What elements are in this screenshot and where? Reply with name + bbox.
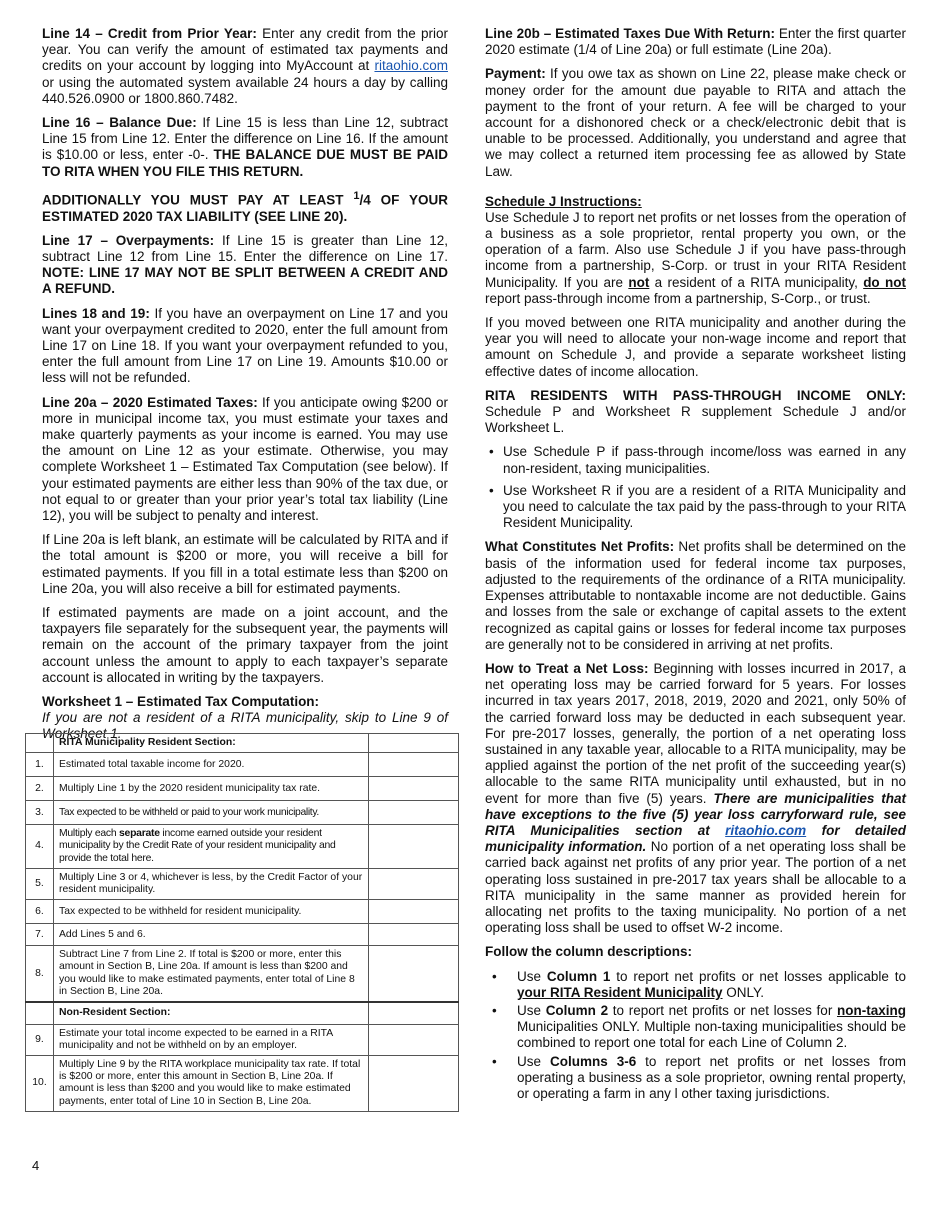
column-bullets: [485, 969, 906, 1103]
table-row: 6. Tax expected to be withheld for resident municipality.: [26, 900, 459, 924]
nonresident-section-header: Non-Resident Section:: [54, 1002, 369, 1024]
line17-paragraph: Line 17 – Overpayments: If Line 15 is greater than Line 12, subtract Line 12 from Line 15. Enter the difference on Line 17. NOTE: LINE 17 MAY NOT BE SPLIT BETWEEN A CREDIT AND A REFUND.: [42, 232, 448, 297]
amount-cell[interactable]: [369, 753, 459, 777]
list-item: • Use Column 1 to report net profits or net losses applicable to your RITA Resident Municipality ONLY.: [485, 969, 906, 1001]
line20a-paragraph: Line 20a – 2020 Estimated Taxes: If you anticipate owing $200 or more in municipal income tax, you must estimate your taxes and make quarterly payments as your income is earned. You may use the amount on Line 12 as your estimate. Otherwise, you may complete Worksheet 1 – Estimated Tax Computation (see below). If your estimated payments are either less than 90% of the tax due, or not equal to or greater than your prior year’s total tax liability (Line 12), you will be subject to penalty and interest.: [42, 394, 448, 523]
table-row: 4. Multiply each separate income earned outside your resident municipality by the Credit Rate of your resident municipality and provide the total here.: [26, 825, 459, 869]
table-row: 8. Subtract Line 7 from Line 2. If total is $200 or more, enter this amount in Section B, Line 20a. If amount is less than $200 and you would like to make estimated payments, enter total of Line 8 in Section B, Line 20a.: [26, 946, 459, 1002]
list-item: • Use Columns 3-6 to report net profits or net losses from operating a business as a sole proprietor, owning rental property, or operating a farm in any l other taxing jurisdictions.: [485, 1054, 906, 1103]
amount-cell[interactable]: [369, 1055, 459, 1111]
amount-cell[interactable]: [369, 946, 459, 1002]
resident-section-header: RITA Municipality Resident Section:: [54, 734, 369, 753]
amount-cell[interactable]: [369, 777, 459, 801]
blank20a-paragraph: If Line 20a is left blank, an estimate will be calculated by RITA and if the total amount is $200 or more, you will receive a bill for estimated payments. If you fill in a total estimate less than $200 on Line 20a, you will also receive a bill for estimated payments.: [42, 532, 448, 596]
list-item: • Use Worksheet R if you are a resident of a RITA Municipality and you need to calculate the tax paid by the pass-through to your RITA Resident Municipality.: [485, 483, 906, 532]
amount-cell[interactable]: [369, 1002, 459, 1024]
joint-account-paragraph: If estimated payments are made on a joint account, and the taxpayers file separately for the subsequent year, the payments will remain on the account of the primary taxpayer from the joint account unless the amount to apply to each taxpayer’s separate account is allocated in writing by the taxpayers.: [42, 605, 448, 685]
worksheet-subtitle: If you are not a resident of a RITA municipality, skip to Line 9 of Worksheet 1.: [42, 710, 448, 742]
moved-paragraph: If you moved between one RITA municipality and another during the year you will need to allocate your non-wage income and report that amount on Schedule J, and provide a separate worksheet listing effective dates of income allocation.: [485, 315, 906, 379]
table-row: 5. Multiply Line 3 or 4, whichever is less, by the Credit Factor of your resident municipality.: [26, 868, 459, 899]
table-row: 1. Estimated total taxable income for 2020.: [26, 753, 459, 777]
follow-columns-heading: Follow the column descriptions:: [485, 944, 693, 960]
ritaohio-link[interactable]: ritaohio.com: [725, 822, 807, 838]
net-profits-paragraph: What Constitutes Net Profits: Net profits shall be determined on the basis of the information used for federal income tax purposes, adjusted to the requirements of the ordinance of a RITA municipality. Expenses attributable to nontaxable income are not deductible. Gains and losses from the sale or exchange of capital assets to the extent recognized as capital gains or losses for federal income tax purposes are generally not to be considered in arriving at net profits.: [485, 539, 906, 652]
amount-cell[interactable]: [369, 924, 459, 946]
worksheet-table: [25, 733, 459, 1112]
table-row: 9. Estimate your total income expected to be earned in a RITA municipality and not be withheld on by an employer.: [26, 1024, 459, 1055]
ritaohio-link[interactable]: ritaohio.com: [374, 58, 448, 74]
left-column: [42, 26, 448, 744]
amount-cell[interactable]: [369, 734, 459, 753]
list-item: • Use Column 2 to report net profits or net losses for non-taxing Municipalities ONLY. Multiple non-taxing municipalities should be combined to report one total for each Line of Column 2.: [485, 1003, 906, 1052]
right-column: [485, 26, 906, 1110]
amount-cell[interactable]: [369, 1024, 459, 1055]
table-row: 2. Multiply Line 1 by the 2020 resident municipality tax rate.: [26, 777, 459, 801]
line16-paragraph: Line 16 – Balance Due: If Line 15 is less than Line 12, subtract Line 15 from Line 12. Enter the difference on Line 16. If the amount is $10.00 or less, enter -0-. THE BALANCE DUE MUST BE PAID TO RITA WHEN YOU FILE THIS RETURN.: [42, 115, 449, 179]
lines18-19-paragraph: Lines 18 and 19: If you have an overpayment on Line 17 and you want your overpayment credited to 2020, enter the full amount from Line 17 on Line 18. If you want your overpayment refunded to you, enter the full amount from Line 17 on Line 19. Amounts $10.00 or less will not be refunded.: [42, 305, 448, 386]
amount-cell[interactable]: [369, 825, 459, 869]
table-row: [26, 734, 459, 753]
line14-paragraph: Line 14 – Credit from Prior Year: Enter any credit from the prior year. You can verify the amount of estimated tax payments and credits on your account by logging into MyAccount at ritaohio.com or using the automated system available 24 hours a day by calling 440.526.0900 or 1800.860.7482.: [42, 26, 448, 106]
table-row: 7. Add Lines 5 and 6.: [26, 924, 459, 946]
schedule-j-paragraph: Use Schedule J to report net profits or net losses from the operation of a business as a sole proprietor, rental property you own, or the operation of a farm. Also use Schedule J if you have pass-through income from a partnership, S-Corp. or trust in your RITA Resident Municipality. If you are not a resident of a RITA municipality, do not report pass-through income from a partnership, S-Corp., or trust.: [485, 209, 906, 306]
table-row: 10. Multiply Line 9 by the RITA workplace municipality tax rate. If total is $200 or more, enter this amount in Section B, Line 20a. If amount is less than $200 and you would like to make estimated payments, enter total of Line 10 in Section B, Line 20a.: [26, 1055, 459, 1111]
amount-cell[interactable]: [369, 801, 459, 825]
table-row: [26, 1002, 459, 1024]
payment-paragraph: Payment: If you owe tax as shown on Line 22, please make check or money order for the amount due payable to RITA and attach the payment to the front of your return. A fee will be charged to your account for a dishonored check or a check/electronic debit that is unable to be processed. Additionally, you understand and agree that we may collect a returned item processing fee as allowed by State Law.: [485, 66, 906, 179]
line20b-paragraph: Line 20b – Estimated Taxes Due With Return: Enter the first quarter 2020 estimate (1/4 of Line 20a) or full estimate (Line 20a).: [485, 26, 906, 58]
page-number: 4: [32, 1158, 40, 1173]
schedule-j-title: Schedule J Instructions:: [485, 193, 642, 209]
net-loss-paragraph: How to Treat a Net Loss: Beginning with losses incurred in 2017, a net operating loss may be carried forward for 5 years. For losses incurred in tax years 2017, 2018, 2019, 2020 and 2021, only 50% of the carried forward loss may be deducted in each subsequent year. For pre-2017 losses, generally, the portion of a net operating loss sustained in any taxable year, allocable to a RITA municipality, may be applied against the portion of the net profit of the succeeding year(s) allocable to the same RITA municipality until exhausted, but in no event for more than five (5) years. There are municipalities that have exceptions to the five (5) year loss carryforward rule, see RITA Municipalities section at ritaohio.com for detailed municipality information. No portion of a net operating loss shall be carried back against net profits of any prior year. The portion of a net operating loss sustained in pre-2017 tax years shall be allocable to a RITA municipality in the same manner as provided herein for allocating net profits to the taxing municipality. No portion of a net operating loss shall be used to offset W-2 income.: [485, 660, 906, 936]
amount-cell[interactable]: [369, 868, 459, 899]
list-item: • Use Schedule P if pass-through income/loss was earned in any non-resident, taxing municipalities.: [485, 444, 906, 476]
amount-cell[interactable]: [369, 900, 459, 924]
additionally-paragraph: ADDITIONALLY YOU MUST PAY AT LEAST $^1$/4 OF YOUR ESTIMATED 2020 TAX LIABILITY (SEE LINE 20).: [42, 189, 448, 224]
residents-paragraph: RITA RESIDENTS WITH PASS-THROUGH INCOME ONLY: Schedule P and Worksheet R supplement Schedule J and/or Worksheet L.: [485, 387, 906, 436]
worksheet-title: Worksheet 1 – Estimated Tax Computation:: [42, 694, 320, 710]
table-row: 3. Tax expected to be withheld or paid to your work municipality.: [26, 801, 459, 825]
schedule-bullets: [485, 444, 906, 531]
